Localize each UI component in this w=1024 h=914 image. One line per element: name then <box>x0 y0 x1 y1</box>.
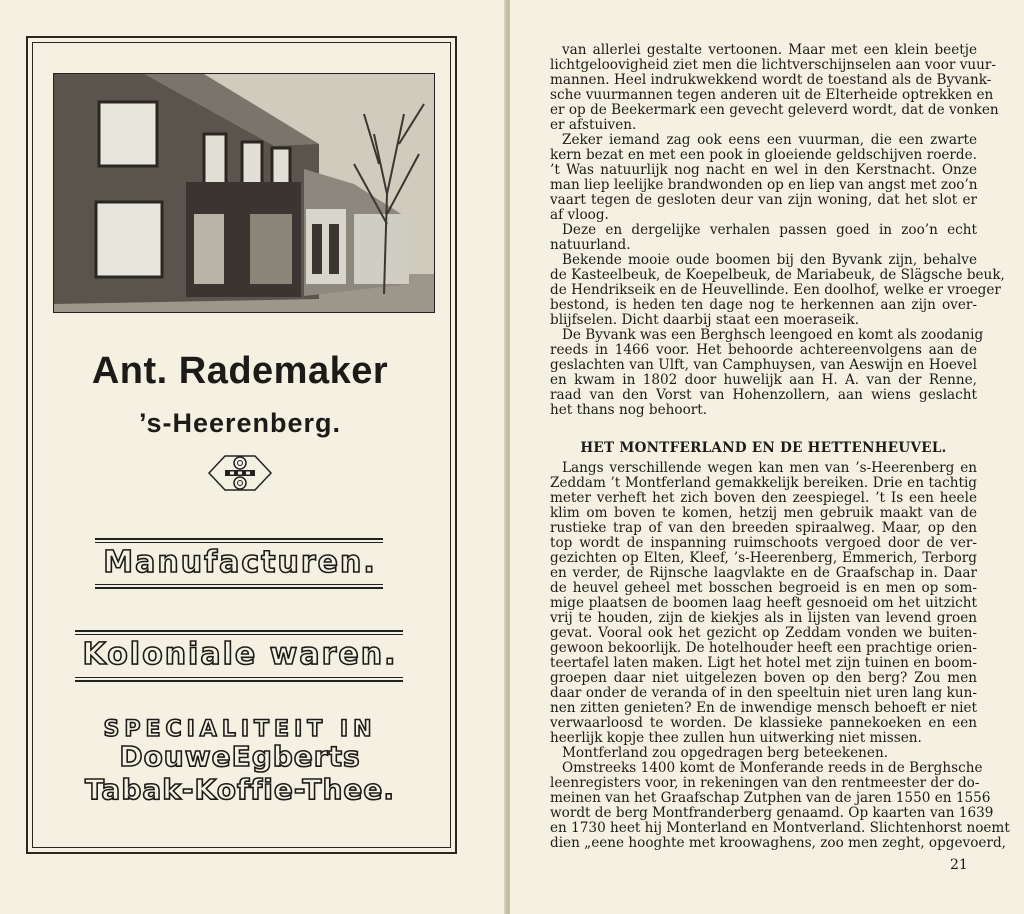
paragraph <box>550 746 977 761</box>
text-line: wordt de berg Montfranderberg genaamd. Op kaarten van 1639 <box>550 805 994 821</box>
text-line: de Kasteelbeuk, de Koepelbeuk, de Mariabeuk, de Slägsche beuk, <box>550 267 1005 283</box>
text-line: blijfselen. Dicht daarbij staat een moeraseik. <box>550 312 860 328</box>
text-line: van allerlei gestalte vertoonen. Maar met een klein beetje <box>562 42 977 58</box>
text-line: de Hendrikseik en de Heuvellinde. Een doolhof, welke er vroeger <box>550 282 1001 298</box>
advert-manufacturen: Manufacturen. <box>103 545 377 580</box>
text-line: Deze en dergelijke verhalen passen goed in zoo’n echt <box>562 222 977 238</box>
text-line: de heuvel geheel met bosschen begroeid is en men op som- <box>550 580 977 596</box>
advert-specialty: SPECIALITEIT IN <box>103 717 377 742</box>
text-line: sche vuurmannen tegen anderen uit de Elterheide optrekken en <box>550 87 994 103</box>
text-line: Zeker iemand zag ook eens een vuurman, die een zwarte <box>562 132 977 148</box>
divider <box>95 538 383 540</box>
text-line: natuurland. <box>550 237 631 253</box>
text-line: reeds in 1466 voor. Het behoorde achtereenvolgens aan de <box>550 342 977 358</box>
section-heading: HET MONTFERLAND EN DE HETTENHEUVEL. <box>580 440 947 456</box>
firm-town: ’s-Heerenberg. <box>138 408 342 438</box>
paragraph <box>550 461 977 746</box>
text-line: groepen daar niet uitgelezen boven op den berg? Zou men <box>550 670 977 686</box>
text-line: meinen van het Graafschap Zutphen van de jaren 1550 en 1556 <box>550 790 991 806</box>
text-line: heerlijk kopje thee zullen hun uitwerking niet missen. <box>550 730 922 746</box>
text-line: daar onder de veranda of in den speeltuin niet uren lang kun- <box>550 685 977 701</box>
divider <box>75 677 403 678</box>
text-line: en 1730 heet hij Monterland en Montverland. Slichtenhorst noemt <box>550 820 1010 836</box>
left-page <box>0 0 506 914</box>
text-line: Langs verschillende wegen kan men van ’s-Heerenberg en <box>562 460 977 476</box>
paragraph <box>550 252 1005 328</box>
text-line: Zeddam ’t Montferland gemakkelijk bereiken. Drie en tachtig <box>550 475 977 491</box>
advert-koloniale-waren: Koloniale waren. <box>82 637 398 672</box>
text-line: en kwam in 1802 door huwelijk aan H. A. van der Renne, <box>550 372 977 388</box>
text-block-2 <box>550 460 1010 851</box>
text-line: mannen. Heel indrukwekkend wordt de toestand als de Byvank- <box>550 72 992 88</box>
text-line: ’t Was natuurlijk nog nacht en wel in den Kerstnacht. Onze <box>550 162 977 178</box>
text-line: Bekende mooie oude boomen bij den Byvank zijn, behalve <box>562 252 977 268</box>
text-line: en verder, de Rijnsche laagvlakte en de Graafschap in. Daar <box>550 565 977 581</box>
firm-name: Ant. Rademaker <box>91 350 389 392</box>
text-line: man liep leelijke brandwonden op en liep van angst met zoo’n <box>550 177 978 193</box>
divider <box>75 634 403 635</box>
text-line: er afstuiven. <box>550 117 637 133</box>
text-line: leenregisters voor, in rekeningen van den rentmeester der do- <box>550 775 980 791</box>
text-line: gewoon bekoorlijk. De hotelhouder heeft een prachtige orien- <box>550 640 977 656</box>
divider <box>75 680 403 682</box>
text-line: Omstreeks 1400 komt de Monferande reeds in de Berghsche <box>562 760 983 776</box>
trademark-logo-icon <box>207 453 273 493</box>
text-line: verwaarloosd te worden. De klassieke pannekoeken en een <box>550 715 977 731</box>
paragraph <box>550 760 1010 851</box>
text-line: af vloog. <box>550 207 609 223</box>
text-line: klim om boven te komen, hetzij men gebruik maakt van de <box>550 505 977 521</box>
divider <box>75 630 403 632</box>
divider <box>95 587 383 589</box>
divider <box>95 542 383 543</box>
paragraph <box>550 42 999 133</box>
advert-products: Tabak-Koffie-Thee. <box>84 773 396 806</box>
text-line: vrij te houden, zijn de kiekjes als in lijsten van levend groen <box>550 610 977 626</box>
paragraph <box>550 327 984 418</box>
page-number: 21 <box>950 857 968 873</box>
text-line: geslachten van Ulft, van Camphuysen, van Aeswijn en Hoevel <box>550 357 977 373</box>
text-line: dien „eene hooghte met kroowaghens, zoo men zeght, opgevoerd, <box>550 835 1006 851</box>
text-line: kern bezat en met een pook in gloeiende geldschijven roerde. <box>550 147 977 163</box>
text-line: top wordt de inspanning ruimschoots vergoed door de ver- <box>550 535 977 551</box>
text-line: het thans nog behoort. <box>550 402 708 418</box>
text-line: gevat. Vooral ook het gezicht op Zeddam vonden we buiten- <box>550 625 977 641</box>
text-line: nen zitten genieten? En de inwendige mensch behoeft er niet <box>550 700 977 716</box>
text-line: De Byvank was een Berghsch leengoed en komt als zoodanig <box>562 327 984 343</box>
text-block-1 <box>550 42 1005 418</box>
text-line: teertafel laten maken. Ligt het hotel met zijn tuinen en boom- <box>550 655 977 671</box>
text-line: Montferland zou opgedragen berg beteekenen. <box>562 745 889 761</box>
advert-brand: DouweEgberts <box>119 740 361 773</box>
text-line: lichtgeloovigheid ziet men die lichtverschijnselen aan voor vuur- <box>550 57 996 73</box>
paragraph <box>550 133 977 223</box>
text-line: bestond, is heden ten dage nog te herkennen aan zijn over- <box>550 297 977 313</box>
text-line: meter verheft het zich boven den zeespiegel. ’t Is een heele <box>550 490 977 506</box>
paragraph <box>550 223 977 253</box>
shop-photo <box>53 73 435 313</box>
divider <box>95 584 383 585</box>
text-line: gezichten op Elten, Kleef, ’s-Heerenberg, Emmerich, Terborg <box>550 550 977 566</box>
text-line: vaart tegen de gesloten deur van zijn woning, dat het slot er <box>550 192 977 208</box>
text-line: mige plaatsen de boomen laag heeft gesnoeid om het uitzicht <box>550 595 977 611</box>
text-line: er op de Beekermark een gevecht geleverd wordt, dat de vonken <box>550 102 999 118</box>
text-line: rustieke trap of van den breeden spiraalweg. Maar, op den <box>550 520 977 536</box>
text-line: raad van den Vorst van Hohenzollern, aan wiens geslacht <box>550 387 977 403</box>
